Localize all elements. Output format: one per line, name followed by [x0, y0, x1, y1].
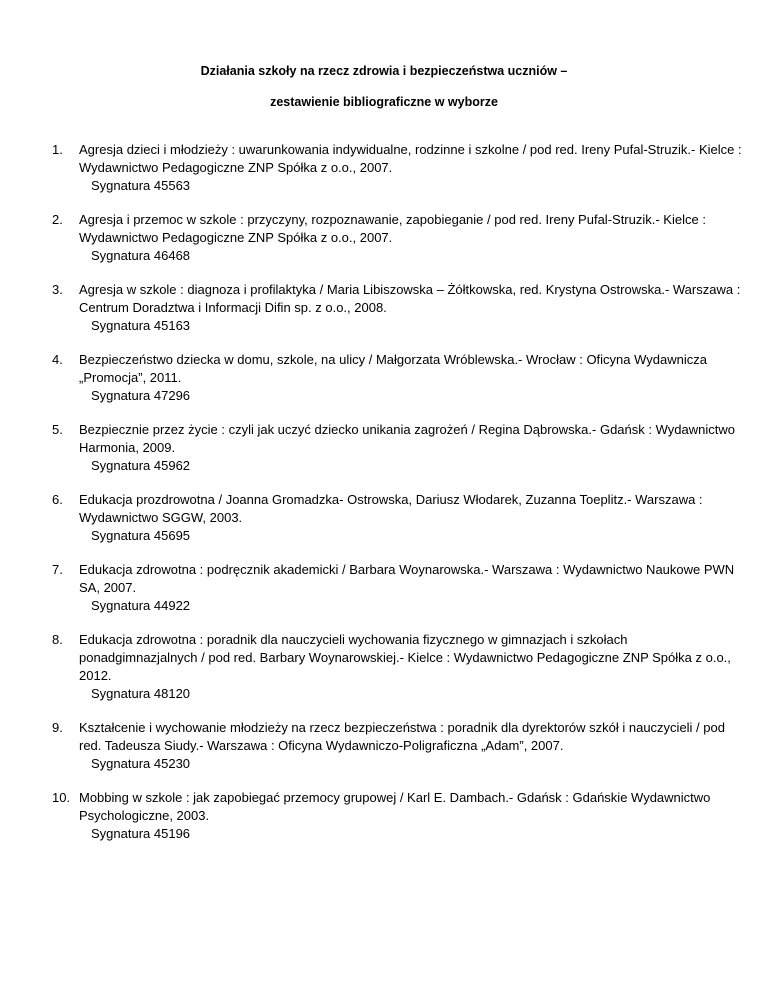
entry-text: Bezpieczeństwo dziecka w domu, szkole, na ulicy / Małgorzata Wróblewska.- Wrocław : Oficyna Wydawnicza „Promocja”, 2011. — [79, 352, 707, 385]
bibliography-entry-9 — [52, 719, 742, 773]
entry-signature: Sygnatura 45230 — [91, 756, 191, 771]
entry-text: Agresja i przemoc w szkole : przyczyny, rozpoznawanie, zapobieganie / pod red. Ireny Pufal-Struzik.- Kielce : Wydawnictwo Pedagogiczne ZNP Spółka z o.o., 2007. — [79, 212, 706, 245]
entry-text: Agresja w szkole : diagnoza i profilaktyka / Maria Libiszowska – Żółtkowska, red. Krystyna Ostrowska.- Warszawa : Centrum Doradztwa i Informacji Difin sp. z o.o., 2008. — [79, 282, 741, 315]
entry-number: 8. — [52, 632, 63, 647]
entry-number: 7. — [52, 562, 63, 577]
entry-number: 10. — [52, 790, 71, 805]
entry-text: Bezpiecznie przez życie : czyli jak uczyć dziecko unikania zagrożeń / Regina Dąbrowska.- Gdańsk : Wydawnictwo Harmonia, 2009. — [79, 422, 735, 455]
entry-text: Edukacja zdrowotna : poradnik dla nauczycieli wychowania fizycznego w gimnazjach i szkołach ponadgimnazjalnych / pod red. Barbary Woynarowskiej.- Kielce : Wydawnictwo Pedagogiczne ZNP Spółka z o.o., 2012. — [79, 632, 731, 683]
entry-text: Mobbing w szkole : jak zapobiegać przemocy grupowej / Karl E. Dambach.- Gdańsk : Gdańskie Wydawnictwo Psychologiczne, 2003. — [79, 790, 711, 823]
entry-number: 3. — [52, 282, 63, 297]
entry-number: 6. — [52, 492, 63, 507]
entry-signature: Sygnatura 44922 — [91, 598, 191, 613]
bibliography-entry-1 — [52, 141, 742, 195]
bibliography-entry-7 — [52, 561, 742, 615]
bibliography-entry-10 — [52, 789, 742, 843]
entry-text: Edukacja prozdrowotna / Joanna Gromadzka- Ostrowska, Dariusz Włodarek, Zuzanna Toeplitz.- Warszawa : Wydawnictwo SGGW, 2003. — [79, 492, 703, 525]
entry-text: Agresja dzieci i młodzieży : uwarunkowania indywidualne, rodzinne i szkolne / pod red. Ireny Pufal-Struzik.- Kielce : Wydawnictwo Pedagogiczne ZNP Spółka z o.o., 2007. — [79, 142, 742, 175]
bibliography-entry-6 — [52, 491, 742, 545]
entry-signature: Sygnatura 45962 — [91, 458, 191, 473]
bibliography-list — [52, 141, 742, 859]
entry-number: 1. — [52, 142, 63, 157]
bibliography-entry-2 — [52, 211, 742, 265]
document-title-line-1: Działania szkoły na rzecz zdrowia i bezpieczeństwa uczniów – — [200, 64, 568, 78]
entry-number: 9. — [52, 720, 63, 735]
bibliography-entry-4 — [52, 351, 742, 405]
entry-number: 5. — [52, 422, 63, 437]
document-title-line-2: zestawienie bibliograficzne w wyborze — [270, 95, 498, 109]
entry-signature: Sygnatura 46468 — [91, 248, 191, 263]
entry-signature: Sygnatura 45695 — [91, 528, 191, 543]
entry-number: 4. — [52, 352, 63, 367]
entry-text: Edukacja zdrowotna : podręcznik akademicki / Barbara Woynarowska.- Warszawa : Wydawnictwo Naukowe PWN SA, 2007. — [79, 562, 735, 595]
entry-signature: Sygnatura 45563 — [91, 178, 191, 193]
entry-signature: Sygnatura 45196 — [91, 826, 191, 841]
bibliography-entry-8 — [52, 631, 742, 703]
entry-signature: Sygnatura 45163 — [91, 318, 191, 333]
entry-number: 2. — [52, 212, 63, 227]
entry-signature: Sygnatura 47296 — [91, 388, 191, 403]
entry-signature: Sygnatura 48120 — [91, 686, 191, 701]
entry-text: Kształcenie i wychowanie młodzieży na rzecz bezpieczeństwa : poradnik dla dyrektorów szkół i nauczycieli / pod red. Tadeusza Siudy.- Warszawa : Oficyna Wydawniczo-Poligraficzna „Adam”, 2007. — [79, 720, 725, 753]
bibliography-entry-5 — [52, 421, 742, 475]
bibliography-entry-3 — [52, 281, 742, 335]
